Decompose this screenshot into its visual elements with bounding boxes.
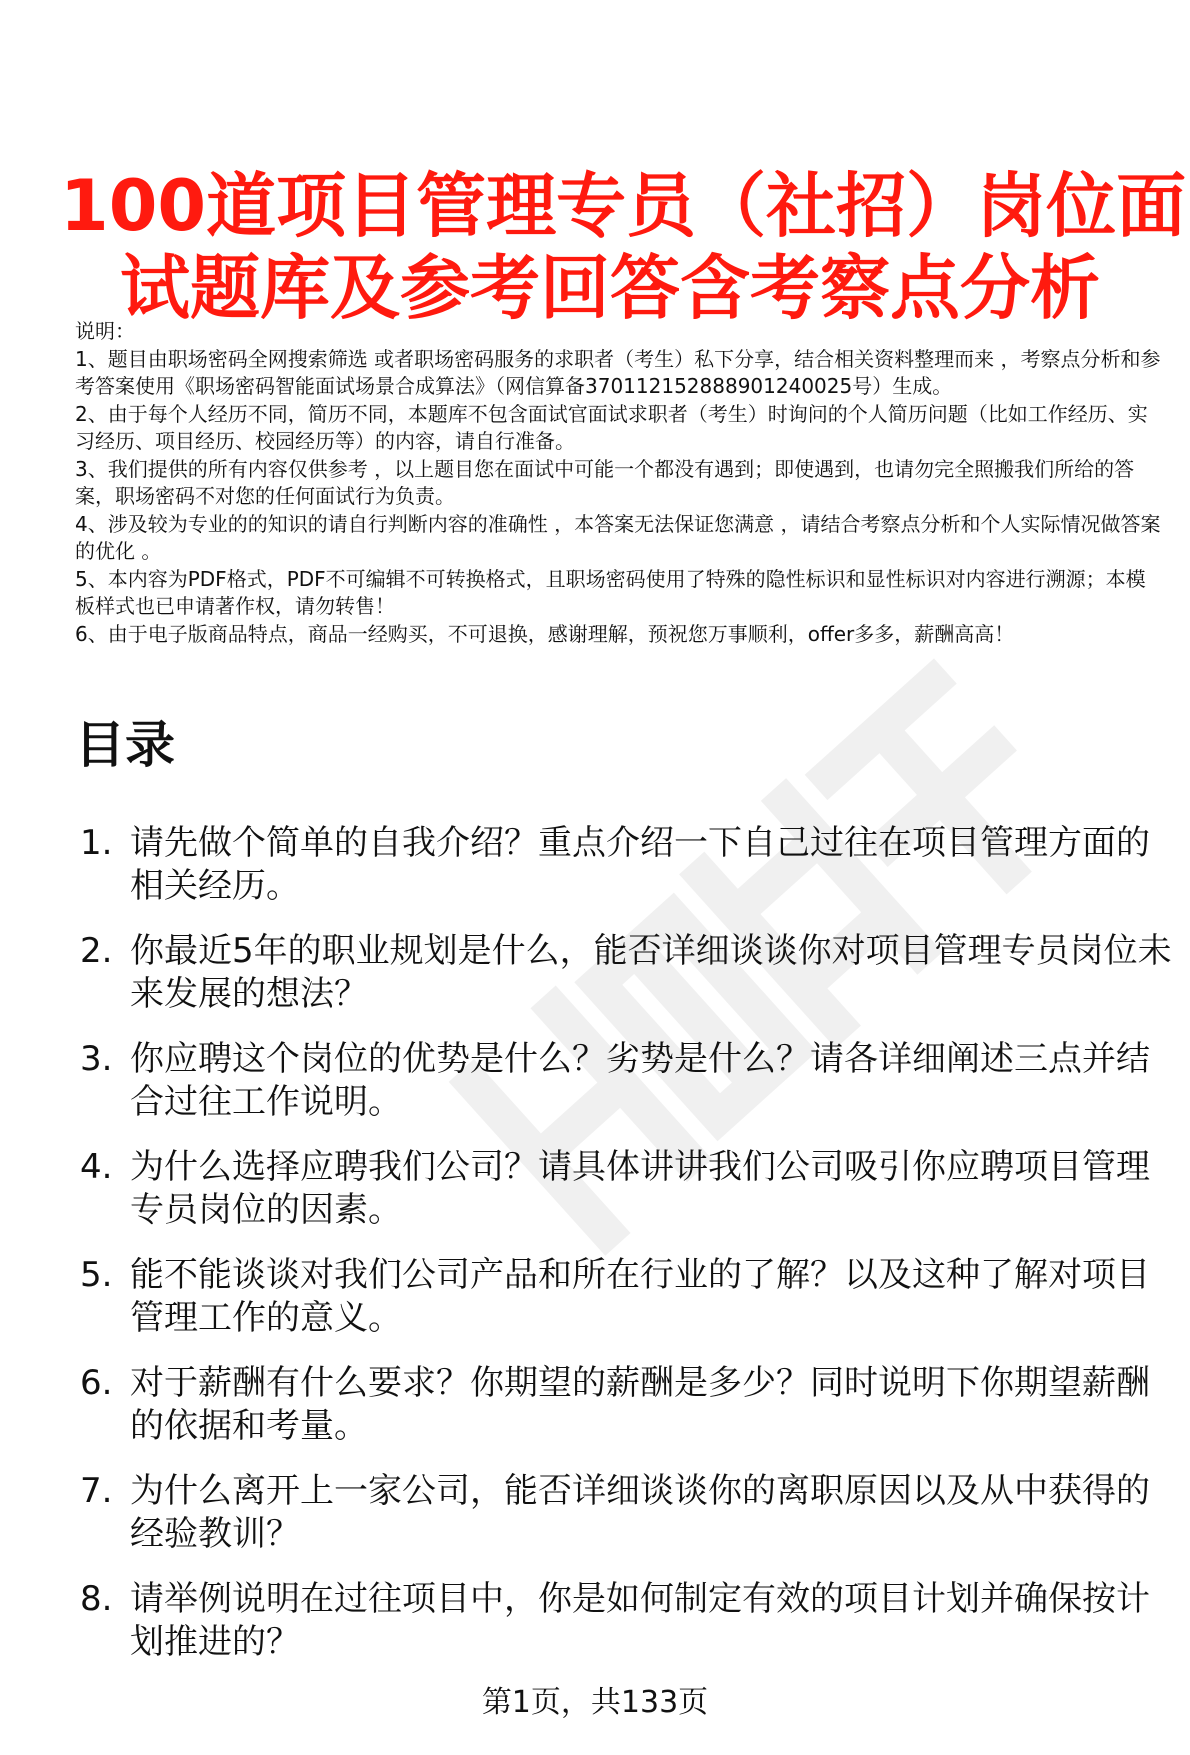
- instruction-item: 5、本内容为PDF格式，PDF不可编辑不可转换格式，且职场密码使用了特殊的隐性标识和显性标识对内容进行溯源；本模板样式也已申请著作权，请勿转售！: [75, 566, 1146, 618]
- toc-item[interactable]: [75, 1578, 1175, 1664]
- toc-item-number: 4.: [80, 1147, 113, 1187]
- toc-item-text: 为什么选择应聘我们公司？请具体讲讲我们公司吸引你应聘项目管理专员岗位的因素。: [130, 1147, 1150, 1230]
- instruction-item: 1、题目由职场密码全网搜索筛选 或者职场密码服务的求职者（考生）私下分享，结合相关资料整理而来 ，考察点分析和参考答案使用《职场密码智能面试场景合成算法》（网信算备370112152888901240025号）生成。: [75, 346, 1161, 398]
- instruction-item: 4、涉及较为专业的的知识的请自行判断内容的准确性 ，本答案无法保证您满意 ，请结合考察点分析和个人实际情况做答案的优化 。: [75, 511, 1161, 563]
- page-footer: 第1页，共133页: [481, 1685, 709, 1720]
- toc-item[interactable]: [75, 1146, 1175, 1232]
- toc-item-text: 你最近5年的职业规划是什么，能否详细谈谈你对项目管理专员岗位未来发展的想法？: [130, 931, 1172, 1014]
- title-line-2: 试题库及参考回答含考察点分析: [120, 246, 1100, 329]
- instructions-heading: 说明：: [75, 319, 135, 343]
- toc-item-text: 请举例说明在过往项目中，你是如何制定有效的项目计划并确保按计划推进的？: [130, 1579, 1150, 1662]
- toc-item-text: 能不能谈谈对我们公司产品和所在行业的了解？以及这种了解对项目管理工作的意义。: [130, 1255, 1150, 1338]
- toc-item-text: 你应聘这个岗位的优势是什么？劣势是什么？请各详细阐述三点并结合过往工作说明。: [130, 1039, 1150, 1122]
- toc-item-number: 1.: [80, 823, 113, 863]
- toc-item-number: 5.: [80, 1255, 113, 1295]
- toc-heading: 目录: [75, 716, 175, 774]
- toc-item[interactable]: [75, 1362, 1175, 1448]
- toc-list: [75, 822, 1175, 1686]
- toc-item-number: 7.: [80, 1471, 113, 1511]
- toc-item[interactable]: [75, 1254, 1175, 1340]
- toc-item-number: 3.: [80, 1039, 113, 1079]
- toc-item-text: 为什么离开上一家公司，能否详细谈谈你的离职原因以及从中获得的经验教训？: [130, 1471, 1150, 1554]
- title-line-1: 100道项目管理专员（社招）岗位面: [60, 164, 1187, 247]
- toc-item-number: 2.: [80, 931, 113, 971]
- instruction-item: 3、我们提供的所有内容仅供参考 ，以上题目您在面试中可能一个都没有遇到；即使遇到，也请勿完全照搬我们所给的答案，职场密码不对您的任何面试行为负责。: [75, 456, 1135, 508]
- toc-item[interactable]: [75, 1038, 1175, 1124]
- instruction-item: 6、由于电子版商品特点，商品一经购买，不可退换，感谢理解，预祝您万事顺利，offer多多，薪酬高高！: [75, 621, 1015, 646]
- document-title: [60, 164, 1187, 329]
- toc-item[interactable]: [75, 930, 1175, 1016]
- toc-item[interactable]: [75, 1470, 1175, 1556]
- toc-item[interactable]: [75, 822, 1175, 908]
- instruction-item: 2、由于每个人经历不同，简历不同，本题库不包含面试官面试求职者（考生）时询问的个人简历问题（比如工作经历、实习经历、项目经历、校园经历等）的内容，请自行准备。: [75, 401, 1148, 453]
- instructions-section: [75, 318, 1165, 648]
- toc-item-number: 6.: [80, 1363, 113, 1403]
- toc-item-number: 8.: [80, 1579, 113, 1619]
- toc-item-text: 请先做个简单的自我介绍？重点介绍一下自己过往在项目管理方面的相关经历。: [130, 823, 1150, 906]
- toc-item-text: 对于薪酬有什么要求？你期望的薪酬是多少？同时说明下你期望薪酬的依据和考量。: [130, 1363, 1150, 1446]
